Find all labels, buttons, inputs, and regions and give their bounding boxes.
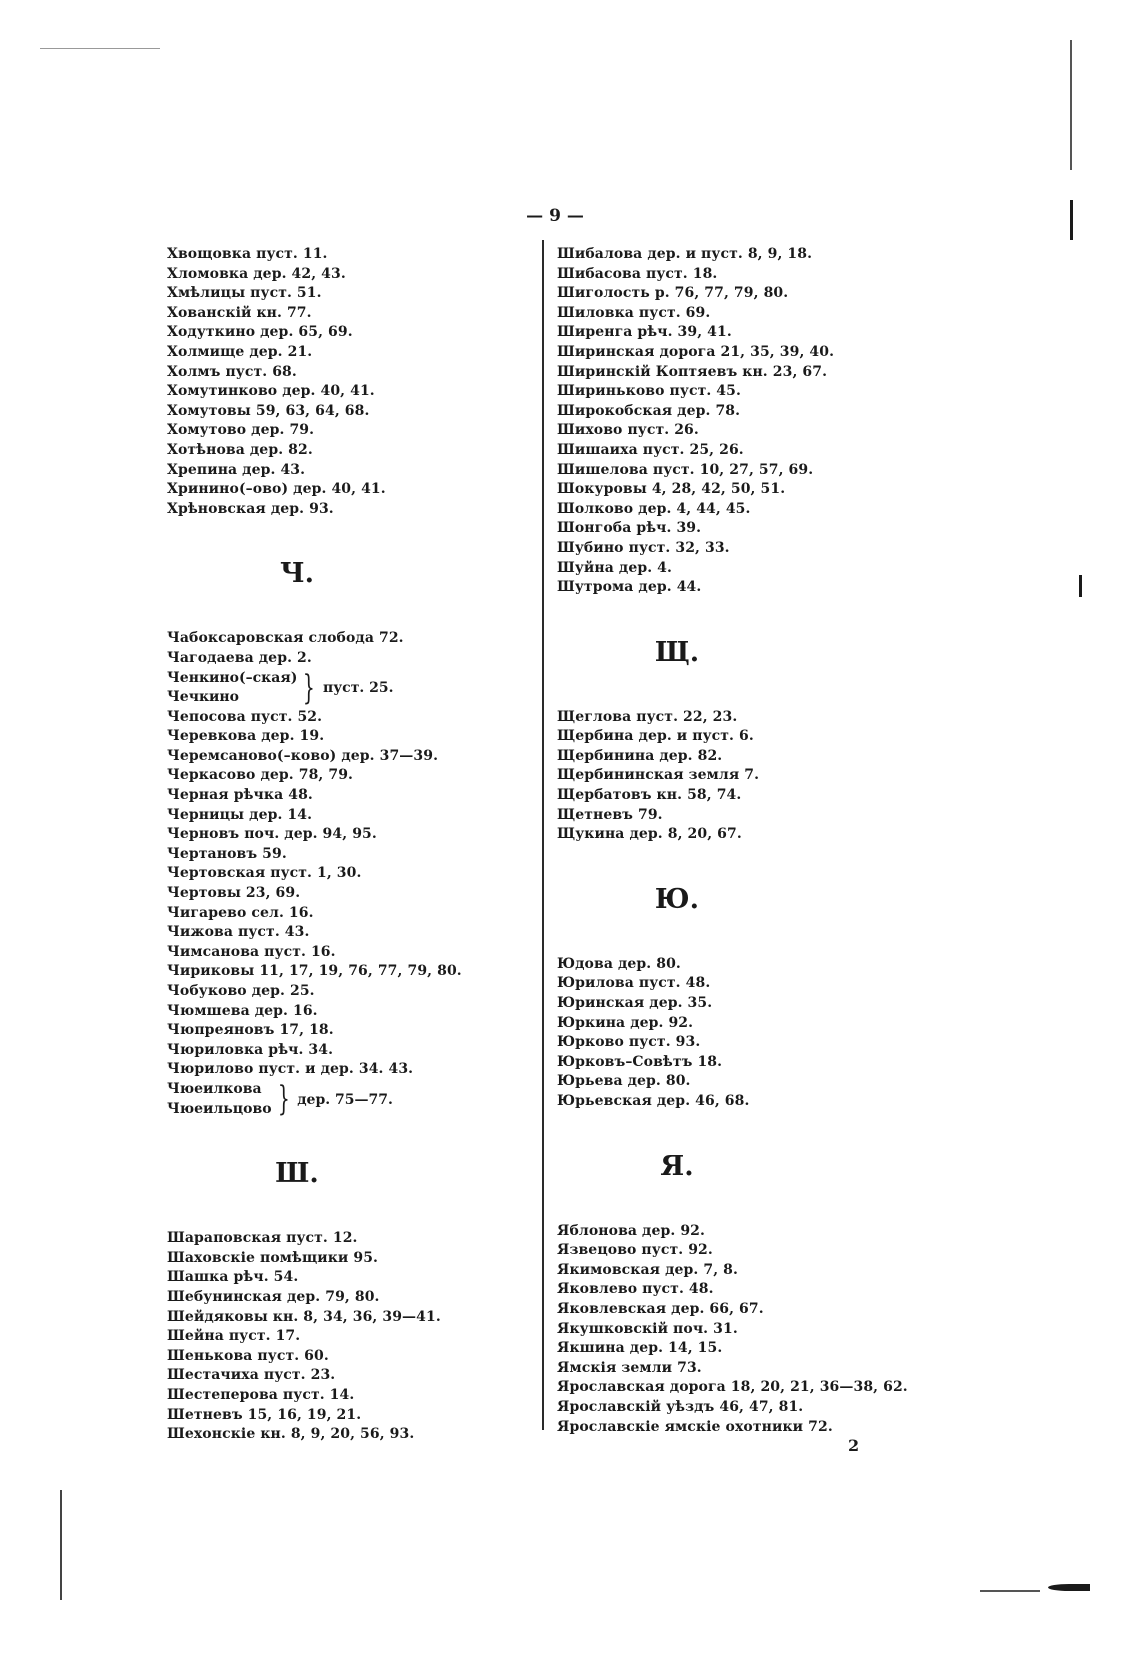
index-entry: Ширенга рѣч. 39, 41. xyxy=(557,324,732,341)
grouped-name: Ченкино(–ская) xyxy=(167,669,298,686)
index-entry: Холмъ пуст. 68. xyxy=(167,363,297,380)
letter-heading-sh: Ш. xyxy=(275,1158,319,1190)
index-entry: Шиголость р. 76, 77, 79, 80. xyxy=(557,285,789,302)
grouped-reference: пуст. 25. xyxy=(322,680,394,697)
index-entry: Якимовская дер. 7, 8. xyxy=(557,1261,738,1278)
index-entry: Шолково дер. 4, 44, 45. xyxy=(557,500,751,517)
index-entry: Шутрома дер. 44. xyxy=(557,579,702,596)
index-entry: Щеглова пуст. 22, 23. xyxy=(557,708,738,725)
index-entry: Хрепина дер. 43. xyxy=(167,461,306,478)
scan-edge-mark xyxy=(1070,40,1072,170)
grouped-reference: дер. 75—77. xyxy=(297,1091,393,1108)
index-entry: Юдова дер. 80. xyxy=(557,955,681,972)
index-entry: Чириковы 11, 17, 19, 76, 77, 79, 80. xyxy=(167,963,462,980)
index-entry: Хотѣнова дер. 82. xyxy=(167,441,313,458)
index-entry: Юркина дер. 92. xyxy=(557,1014,694,1031)
index-entry: Шаховскіе помѣщики 95. xyxy=(167,1249,379,1266)
column-divider xyxy=(542,240,544,1430)
index-entry: Чобуково дер. 25. xyxy=(167,983,315,999)
index-block-ya xyxy=(557,1222,957,1438)
index-entry: Щербинина дер. 82. xyxy=(557,747,723,764)
index-entry: Шибасова пуст. 18. xyxy=(557,265,718,282)
scan-edge-mark xyxy=(60,1490,62,1600)
index-entry: Юрковъ–Совѣтъ 18. xyxy=(557,1053,723,1070)
index-entry: Язвецово пуст. 92. xyxy=(557,1242,713,1259)
scan-edge-mark xyxy=(980,1590,1040,1592)
brace-icon: } xyxy=(277,1079,290,1120)
index-entry: Щербининская земля 7. xyxy=(557,767,760,784)
index-entry: Шишелова пуст. 10, 27, 57, 69. xyxy=(557,461,814,478)
index-entry: Юринская дер. 35. xyxy=(557,995,713,1012)
index-entry: Холмище дер. 21. xyxy=(167,343,313,360)
signature-mark: 2 xyxy=(848,1436,860,1455)
index-entry: Ярославская дорога 18, 20, 21, 36—38, 62. xyxy=(557,1379,908,1396)
index-entry: Чигарево сел. 16. xyxy=(167,904,314,921)
index-entry: Шуйна дер. 4. xyxy=(557,559,672,576)
index-entry: Юрилова пуст. 48. xyxy=(557,975,711,992)
index-entry: Чепосова пуст. 52. xyxy=(167,708,323,725)
index-entry: Шараповская пуст. 12. xyxy=(167,1230,358,1247)
grouped-names xyxy=(167,669,297,708)
index-entry: Шейна пуст. 17. xyxy=(167,1328,301,1345)
index-entry: Щетневъ 79. xyxy=(557,806,663,823)
grouped-name: Чечкино xyxy=(167,689,240,706)
index-entry: Шашка рѣч. 54. xyxy=(167,1269,299,1286)
index-entry: Якшина дер. 14, 15. xyxy=(557,1340,723,1357)
index-entry: Хвощовка пуст. 11. xyxy=(167,246,328,262)
brace-icon: } xyxy=(303,667,316,708)
index-entry: Шибалова дер. и пуст. 8, 9, 18. xyxy=(557,246,813,262)
scan-edge-mark xyxy=(40,48,160,49)
index-entry: Чюмшева дер. 16. xyxy=(167,1002,318,1019)
letter-heading-ya: Я. xyxy=(660,1150,694,1182)
index-entry: Чюпреяновъ 17, 18. xyxy=(167,1022,334,1039)
right-column xyxy=(557,245,957,1437)
index-entry: Чюриловка рѣч. 34. xyxy=(167,1041,334,1058)
index-entry: Черницы дер. 14. xyxy=(167,806,313,823)
left-column xyxy=(167,245,527,1445)
index-entry: Шонгоба рѣч. 39. xyxy=(557,520,702,537)
index-entry: Черевкова дер. 19. xyxy=(167,728,325,745)
index-entry: Шебунинская дер. 79, 80. xyxy=(167,1288,380,1305)
index-entry: Хломовка дер. 42, 43. xyxy=(167,265,346,282)
index-entry: Чимсанова пуст. 16. xyxy=(167,943,336,960)
index-entry: Шестеперова пуст. 14. xyxy=(167,1386,355,1403)
index-entry: Шиловка пуст. 69. xyxy=(557,304,711,321)
index-entry: Ширинская дорога 21, 35, 39, 40. xyxy=(557,343,835,360)
index-entry: Юрьева дер. 80. xyxy=(557,1073,691,1090)
index-entry: Чертовская пуст. 1, 30. xyxy=(167,865,362,882)
letter-heading-ch: Ч. xyxy=(279,558,315,590)
index-entry: Черная рѣчка 48. xyxy=(167,787,313,804)
index-entry: Ходуткино дер. 65, 69. xyxy=(167,324,353,341)
index-entry: Юрьевская дер. 46, 68. xyxy=(557,1093,750,1109)
grouped-names xyxy=(167,1080,272,1119)
index-entry: Чагодаева дер. 2. xyxy=(167,649,312,666)
scan-edge-mark xyxy=(1070,200,1073,240)
letter-heading-shch: Щ. xyxy=(654,636,700,668)
index-entry: Хомутинково дер. 40, 41. xyxy=(167,383,375,400)
index-entry: Хмѣлицы пуст. 51. xyxy=(167,285,322,302)
index-entry: Щукина дер. 8, 20, 67. xyxy=(557,826,742,843)
index-entry: Шокуровы 4, 28, 42, 50, 51. xyxy=(557,481,786,498)
index-entry: Чабоксаровская слобода 72. xyxy=(167,630,404,647)
index-entry: Ярославскіе ямскіе охотники 72. xyxy=(557,1418,833,1435)
index-block-yu xyxy=(557,955,957,1112)
index-entry: Хрѣновская дер. 93. xyxy=(167,500,334,517)
index-entry: Черкасово дер. 78, 79. xyxy=(167,767,354,784)
index-entry: Яблонова дер. 92. xyxy=(557,1222,705,1239)
index-entry: Щербина дер. и пуст. 6. xyxy=(557,728,754,745)
letter-heading-yu: Ю. xyxy=(654,883,700,915)
index-entry: Черновъ поч. дер. 94, 95. xyxy=(167,826,377,843)
index-entry: Чюрилово пуст. и дер. 34. 43. xyxy=(167,1061,414,1078)
index-block-kh xyxy=(167,245,527,519)
index-entry: Шириньково пуст. 45. xyxy=(557,383,741,400)
index-entry: Черемсаново(–ково) дер. 37—39. xyxy=(167,747,439,764)
grouped-name: Чюеилкова xyxy=(167,1080,262,1097)
index-entry: Шестачиха пуст. 23. xyxy=(167,1367,336,1384)
index-entry: Хринино(–ово) дер. 40, 41. xyxy=(167,481,386,498)
index-entry: Шенькова пуст. 60. xyxy=(167,1347,329,1364)
index-entry: Чертовы 23, 69. xyxy=(167,885,301,902)
index-entry: Ширинскій Коптяевъ кн. 23, 67. xyxy=(557,363,828,380)
index-entry: Шишаиха пуст. 25, 26. xyxy=(557,441,744,458)
index-entry: Ямскія земли 73. xyxy=(557,1359,702,1376)
index-block-sh xyxy=(167,1229,527,1445)
index-block-shch xyxy=(557,708,957,845)
index-block-sh-cont xyxy=(557,245,957,598)
index-entry: Якушковскій поч. 31. xyxy=(557,1320,738,1337)
index-entry: Шейдяковы кн. 8, 34, 36, 39—41. xyxy=(167,1308,441,1325)
index-entry: Чижова пуст. 43. xyxy=(167,924,310,941)
index-entry: Хомутовы 59, 63, 64, 68. xyxy=(167,402,370,419)
index-entry: Юрково пуст. 93. xyxy=(557,1034,701,1051)
index-entry: Широкобская дер. 78. xyxy=(557,402,741,419)
scan-edge-mark xyxy=(1079,575,1082,597)
index-entry: Ярославскій уѣздъ 46, 47, 81. xyxy=(557,1398,804,1415)
index-block-ch xyxy=(167,629,527,1119)
index-entry: Щербатовъ кн. 58, 74. xyxy=(557,787,742,804)
index-entry: Шубино пуст. 32, 33. xyxy=(557,539,730,556)
grouped-entry xyxy=(167,669,527,708)
index-entry: Шехонскіе кн. 8, 9, 20, 56, 93. xyxy=(167,1426,415,1443)
index-entry: Яковлевская дер. 66, 67. xyxy=(557,1300,764,1317)
scan-edge-mark xyxy=(1048,1584,1090,1591)
index-entry: Яковлево пуст. 48. xyxy=(557,1281,714,1298)
index-entry: Чертановъ 59. xyxy=(167,845,287,862)
grouped-name: Чюеильцово xyxy=(167,1100,272,1117)
index-entry: Шихово пуст. 26. xyxy=(557,422,699,439)
grouped-entry xyxy=(167,1080,527,1119)
index-entry: Хомутово дер. 79. xyxy=(167,422,315,439)
index-entry: Шетневъ 15, 16, 19, 21. xyxy=(167,1406,362,1423)
index-entry: Хованскій кн. 77. xyxy=(167,304,312,321)
page-number: — 9 — xyxy=(526,206,584,226)
